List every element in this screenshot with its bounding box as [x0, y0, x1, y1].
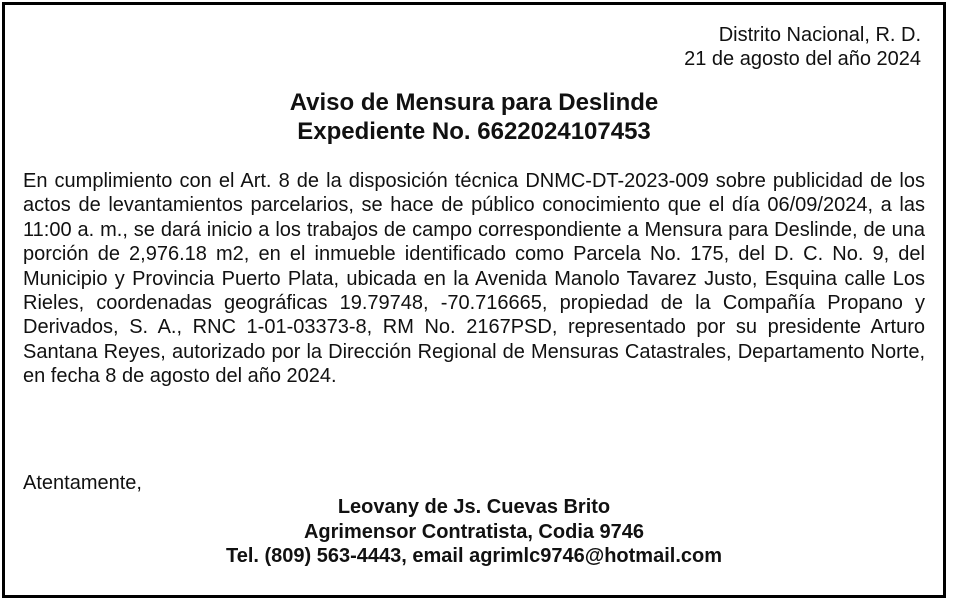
location-text: Distrito Nacional, R. D. [718, 24, 921, 46]
signer-contact: Tel. (809) 563-4443, email agrimlc9746@hotmail.com [225, 545, 723, 567]
date-text: 21 de agosto del año 2024 [684, 48, 921, 70]
legal-notice [2, 2, 946, 598]
expediente-number: Expediente No. 6622024107453 [297, 118, 651, 145]
dateline [684, 23, 921, 71]
notice-body: En cumplimiento con el Art. 8 de la disposición técnica DNMC-DT-2023-009 sobre publicidad de los actos de levantamientos parcelarios, se hace de público conocimiento que el día 06/09/2024, a las 11:00 a. m., se dará inicio a los trabajos de campo correspondiente a Mensura para Deslinde, de una porción de 2,976.18 m2, en el inmueble identificado como Parcela No. 175, del D. C. No. 9, del Municipio y Provincia Puerto Plata, ubicada en la Avenida Manolo Tavarez Justo, Esquina calle Los Rieles, coordenadas geográficas 19.79748, -70.716665, propiedad de la Compañía Propano y Derivados, S. A., RNC 1-01-03373-8, RM No. 2167PSD, representado por su presidente Arturo Santana Reyes, autorizado por la Dirección Regional de Mensuras Catastrales, Departamento Norte, en fecha 8 de agosto del año 2024. [23, 170, 925, 388]
title-line-1: Aviso de Mensura para Deslinde [289, 89, 659, 116]
signature-block [5, 495, 943, 569]
signer-role: Agrimensor Contratista, Codia 9746 [303, 520, 645, 543]
notice-title [5, 88, 943, 146]
closing-text: Atentamente, [23, 472, 142, 494]
signer-name: Leovany de Js. Cuevas Brito [337, 496, 611, 518]
